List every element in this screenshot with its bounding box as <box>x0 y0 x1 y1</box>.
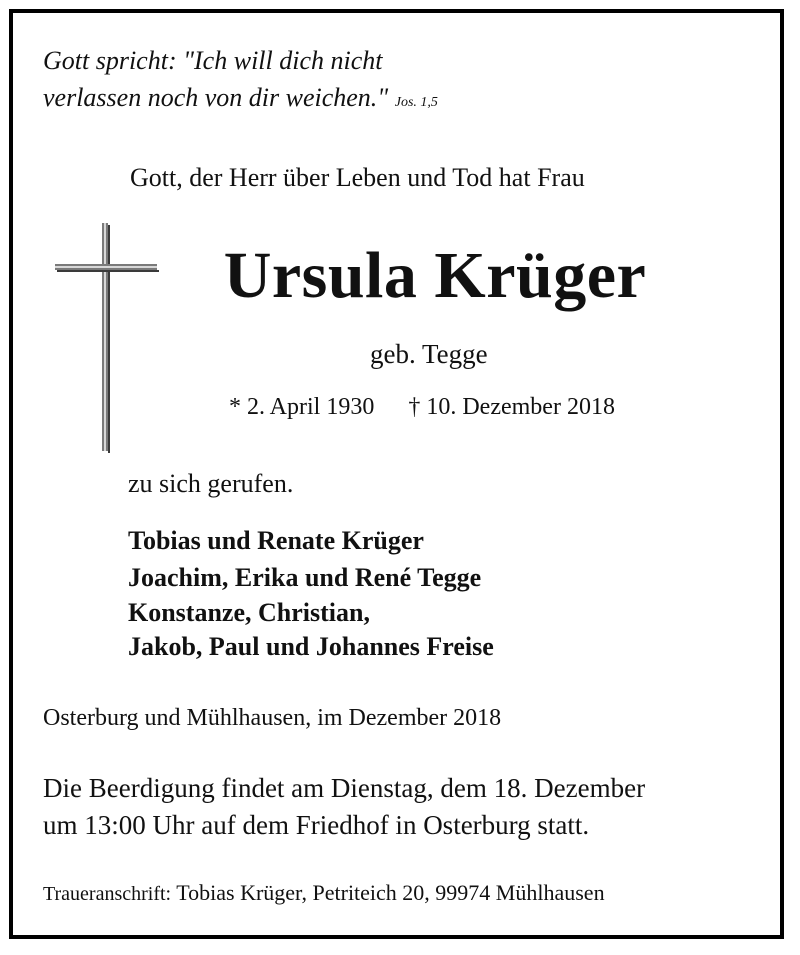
called-text: zu sich gerufen. <box>128 469 294 498</box>
place-date: Osterburg und Mühlhausen, im Dezember 2018 <box>43 705 502 731</box>
death-date: † 10. Dezember 2018 <box>408 394 615 420</box>
address-label: Traueranschrift: <box>43 883 172 905</box>
birth-date: * 2. April 1930 <box>229 394 375 420</box>
funeral-line-2: um 13:00 Uhr auf dem Friedhof in Osterburg statt. <box>43 810 590 840</box>
life-dates <box>229 394 615 421</box>
mourning-address <box>43 880 605 906</box>
mourner-line: Tobias und Renate Krüger <box>128 526 424 555</box>
deceased-name-text: Ursula Krüger <box>223 239 647 312</box>
verse-reference: Jos. 1,5 <box>394 95 438 110</box>
mourner-line: Joachim, Erika und René Tegge <box>128 563 482 592</box>
verse-line-2 <box>43 83 438 118</box>
mourner-line: Jakob, Paul und Johannes Freise <box>128 632 494 661</box>
verse-line-1-text: Gott spricht: "Ich will dich nicht <box>43 46 383 75</box>
address-value: Tobias Krüger, Petriteich 20, 99974 Mühlhausen <box>176 880 605 905</box>
verse-line-2-text: verlassen noch von dir weichen." <box>43 83 389 112</box>
mourner-line: Konstanze, Christian, <box>128 598 370 627</box>
funeral-line-1: Die Beerdigung findet am Dienstag, dem 18. Dezember <box>43 773 646 803</box>
intro-text: Gott, der Herr über Leben und Tod hat Frau <box>130 163 585 192</box>
deceased-name <box>0 238 800 314</box>
maiden-name: geb. Tegge <box>370 339 488 369</box>
verse-line-1 <box>43 46 383 76</box>
